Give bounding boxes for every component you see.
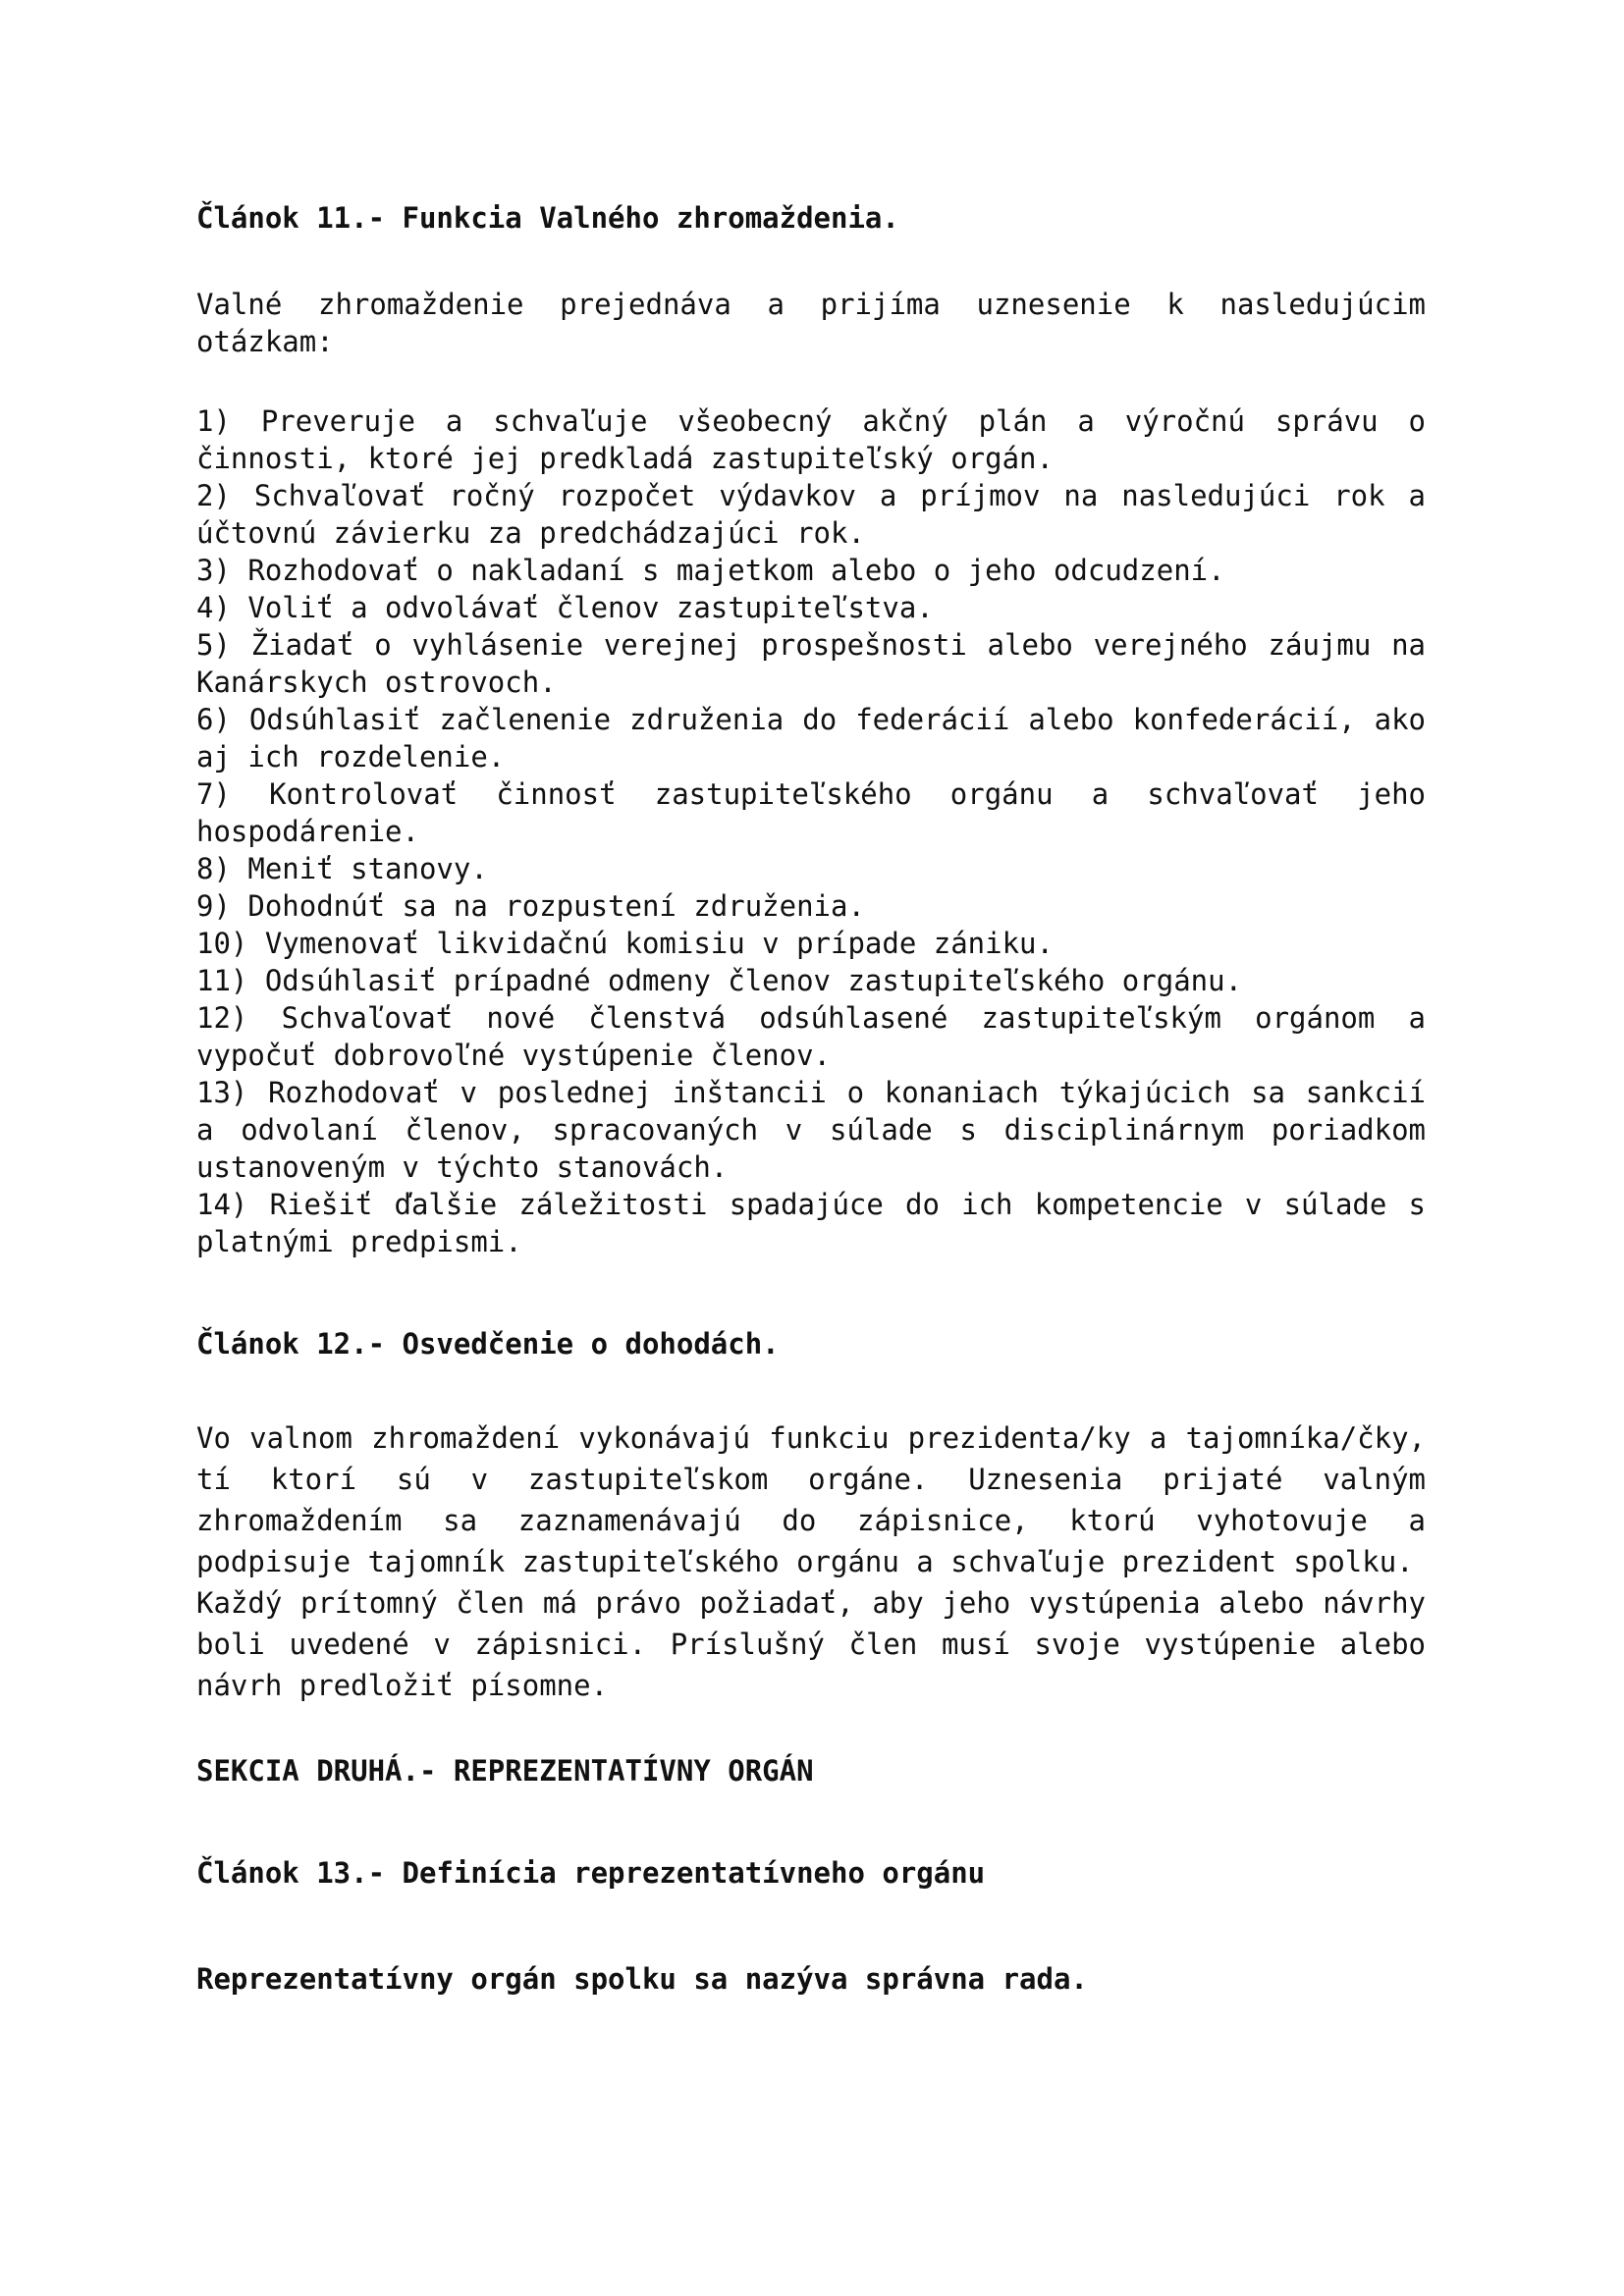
article-11-item: 6) Odsúhlasiť začlenenie združenia do federácií alebo konfederácií, ako aj ich rozdelenie. bbox=[196, 703, 1426, 774]
article-11-item: 7) Kontrolovať činnosť zastupiteľského orgánu a schvaľovať jeho hospodárenie. bbox=[196, 777, 1426, 848]
article-13-statement: Reprezentatívny orgán spolku sa nazýva správna rada. bbox=[196, 1962, 1088, 1996]
article-12-paragraph: Vo valnom zhromaždení vykonávajú funkciu prezidenta/ky a tajomníka/čky, tí ktorí sú v zastupiteľskom orgáne. Uznesenia prijaté valným zhromaždením sa zaznamenávajú do zápisnice, ktorú vyhotovuje a podpisuje tajomník zastupiteľského orgánu a schvaľuje prezident spolku. bbox=[196, 1421, 1426, 1578]
article-11-item: 12) Schvaľovať nové členstvá odsúhlasené zastupiteľským orgánom a vypočuť dobrovoľné vystúpenie členov. bbox=[196, 1001, 1426, 1072]
article-11-heading: Článok 11.- Funkcia Valného zhromaždenia. bbox=[196, 201, 899, 235]
article-12-heading: Článok 12.- Osvedčenie o dohodách. bbox=[196, 1327, 780, 1361]
article-11-item: 2) Schvaľovať ročný rozpočet výdavkov a príjmov na nasledujúci rok a účtovnú závierku za predchádzajúci rok. bbox=[196, 479, 1426, 550]
article-11-item: 5) Žiadať o vyhlásenie verejnej prospešnosti alebo verejného záujmu na Kanárskych ostrovoch. bbox=[196, 628, 1426, 699]
article-11-item: 13) Rozhodovať v poslednej inštancii o konaniach týkajúcich sa sankcií a odvolaní členov, spracovaných v súlade s disciplinárnym poriadkom ustanoveným v týchto stanovách. bbox=[196, 1076, 1426, 1184]
article-11-item: 8) Meniť stanovy. bbox=[196, 852, 488, 885]
article-13-heading: Článok 13.- Definícia reprezentatívneho orgánu bbox=[196, 1856, 986, 1890]
section-2-heading: SEKCIA DRUHÁ.- REPREZENTATÍVNY ORGÁN bbox=[196, 1754, 814, 1788]
article-12-paragraph: Každý prítomný člen má právo požiadať, aby jeho vystúpenia alebo návrhy boli uvedené v zápisnici. Príslušný člen musí svoje vystúpenie alebo návrh predložiť písomne. bbox=[196, 1586, 1426, 1702]
article-11-item: 3) Rozhodovať o nakladaní s majetkom alebo o jeho odcudzení. bbox=[196, 554, 1225, 587]
article-11-item-list bbox=[196, 402, 1426, 1260]
article-11-item: 9) Dohodnúť sa na rozpustení združenia. bbox=[196, 889, 865, 923]
article-11-intro: Valné zhromaždenie prejednáva a prijíma uznesenie k nasledujúcim otázkam: bbox=[196, 288, 1426, 358]
article-11-item: 11) Odsúhlasiť prípadné odmeny členov zastupiteľského orgánu. bbox=[196, 964, 1243, 997]
article-11-item: 4) Voliť a odvolávať členov zastupiteľstva. bbox=[196, 591, 934, 624]
article-11-item: 14) Riešiť ďalšie záležitosti spadajúce do ich kompetencie v súlade s platnými predpismi. bbox=[196, 1188, 1426, 1258]
article-11-item: 1) Preveruje a schvaľuje všeobecný akčný plán a výročnú správu o činnosti, ktoré jej predkladá zastupiteľský orgán. bbox=[196, 404, 1426, 475]
article-11-item: 10) Vymenovať likvidačnú komisiu v prípade zániku. bbox=[196, 927, 1054, 960]
